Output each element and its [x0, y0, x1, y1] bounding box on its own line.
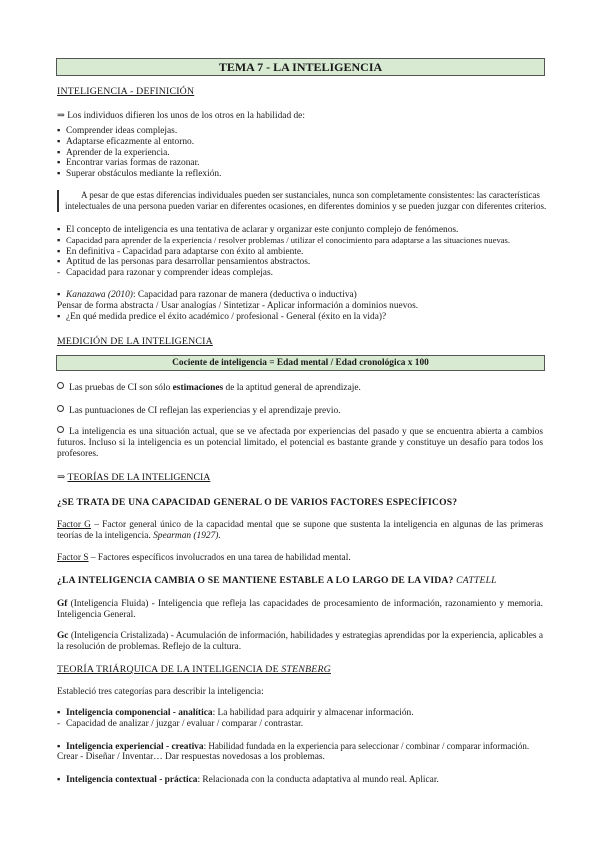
factor-s-paragraph: Factor S – Factores específicos involucrados en una tarea de habilidad mental.: [57, 553, 351, 563]
question-line: ▪ ¿En qué medida predice el éxito académico / profesional - General (éxito en la vida)?: [57, 312, 387, 322]
gc-paragraph: Gc (Inteligencia Cristalizada) - Acumulación de información, habilidades y estrategias aprendidas por la experiencia, aplicables a la resolución de problemas. Reflejo de la cultura.: [57, 631, 544, 652]
circle-item: Las pruebas de CI son sólo estimaciones de la aptitud general de aprendizaje.: [57, 382, 361, 394]
kanazawa-cite: Kanazawa (2010): [66, 290, 133, 300]
list-item-sub: Crear - Diseñar / Inventar… Dar respuestas novedosas a los problemas.: [57, 752, 325, 762]
section-heading-triarquica: TEORÍA TRIÁRQUICA DE LA INTELIGENCIA DE STENBERG: [57, 664, 331, 675]
circle-item: Las puntuaciones de CI reflejan las experiencias y el aprendizaje previo.: [57, 405, 341, 417]
circle-item: La inteligencia es una situación actual, que se ve afectada por experiencias del pasado y que se encuentra abierta a cambios futuros. Incluso si la inteligencia es un potencial limitado, el potencial es bastante grande y constituye un desafío para todos los profesores.: [57, 427, 543, 459]
list-item: - Capacidad para razonar y comprender ideas complejas.: [57, 268, 273, 279]
triarchic-intro: Estableció tres categorías para describir la inteligencia:: [57, 687, 264, 697]
iq-formula-box: Cociente de inteligencia = Edad mental / Edad cronológica x 100: [56, 355, 545, 371]
question-heading: ¿LA INTELIGENCIA CAMBIA O SE MANTIENE ESTABLE A LO LARGO DE LA VIDA? CATTELL: [57, 575, 497, 586]
list-item: ▪ El concepto de inteligencia es una tentativa de aclarar y organizar este conjunto complejo de fenómenos.: [57, 225, 459, 235]
gf-paragraph: Gf (Inteligencia Fluida) - Inteligencia que refleja las capacidades de procesamiento de información, razonamiento y memoria. Inteligencia General.: [57, 599, 543, 620]
abstract-line: Pensar de forma abstracta / Usar analogías / Sintetizar - Aplicar información a dominios nuevos.: [57, 301, 419, 311]
section-heading-definicion: INTELIGENCIA - DEFINICIÓN: [57, 86, 195, 97]
list-item: ▪ Adaptarse eficazmente al entorno.: [57, 136, 195, 147]
list-item: ▪ Inteligencia experiencial - creativa: Habilidad fundada en la experiencia para seleccionar / combinar / comparar información.: [57, 741, 530, 752]
list-item: ▪ Superar obstáculos mediante la reflexión.: [57, 169, 222, 180]
list-item: ▪ En definitiva - Capacidad para adaptarse con éxito al ambiente.: [57, 246, 304, 257]
list-item: ▪ Comprender ideas complejas.: [57, 126, 178, 136]
list-item: ▪ Aptitud de las personas para desarrollar pensamientos abstractos.: [57, 257, 311, 268]
arrow-icon: ⇒: [57, 111, 65, 121]
theories-heading: ⇒ TEORÍAS DE LA INTELIGENCIA: [57, 472, 211, 483]
quote-block: A pesar de que estas diferencias individuales pueden ser sustanciales, nunca son completamente consistentes: las características intelectuales de una persona pueden variar en diferentes ocasiones, en diferentes dominios y se pueden juzgar con diferentes criterios.: [57, 190, 551, 212]
arrow-icon: ⇒: [57, 472, 66, 483]
list-item: ▪ Encontrar varias formas de razonar.: [57, 158, 200, 169]
factor-s-label: Factor S: [57, 553, 89, 563]
abilities-list: [57, 126, 221, 180]
kanazawa-text: : Capacidad para razonar de manera (deductiva o inductiva): [132, 290, 357, 300]
intro-text: Los individuos difieren los unos de los otros en la habilidad de:: [67, 111, 305, 121]
kanazawa-line: ▪ Kanazawa (2010): Capacidad para razonar de manera (deductiva o inductiva): [57, 290, 357, 300]
list-item-sub: - Capacidad de analizar / juzgar / evaluar / comparar / contrastar.: [57, 719, 304, 729]
circle-bullet-icon: [57, 405, 64, 412]
list-item: ▪ Aprender de la experiencia.: [57, 147, 170, 158]
list-item: ▪ Capacidad para aprender de la experiencia / resolver problemas / utilizar el conocimiento para adaptarse a las situaciones nuevas.: [57, 234, 511, 246]
section-heading-medicion: MEDICIÓN DE LA INTELIGENCIA: [57, 336, 213, 347]
list-item: ▪ Inteligencia componencial - analítica: La habilidad para adquirir y almacenar información.: [57, 708, 414, 718]
factor-g-label: Factor G: [57, 520, 91, 530]
circle-bullet-icon: [57, 426, 64, 433]
intro-line: [57, 111, 305, 122]
question-heading: ¿SE TRATA DE UNA CAPACIDAD GENERAL O DE VARIOS FACTORES ESPECÍFICOS?: [57, 497, 458, 508]
concept-list: [57, 225, 510, 279]
circle-bullet-icon: [57, 382, 64, 389]
page-title: TEMA 7 - LA INTELIGENCIA: [56, 58, 545, 76]
list-item: ▪ Inteligencia contextual - práctica: Relacionada con la conducta adaptativa al mundo real. Aplicar.: [57, 775, 439, 785]
factor-g-paragraph: Factor G – Factor general único de la capacidad mental que se supone que sustenta la inteligencia en algunas de las primeras teorías de la inteligencia. Spearman (1927).: [57, 520, 543, 541]
